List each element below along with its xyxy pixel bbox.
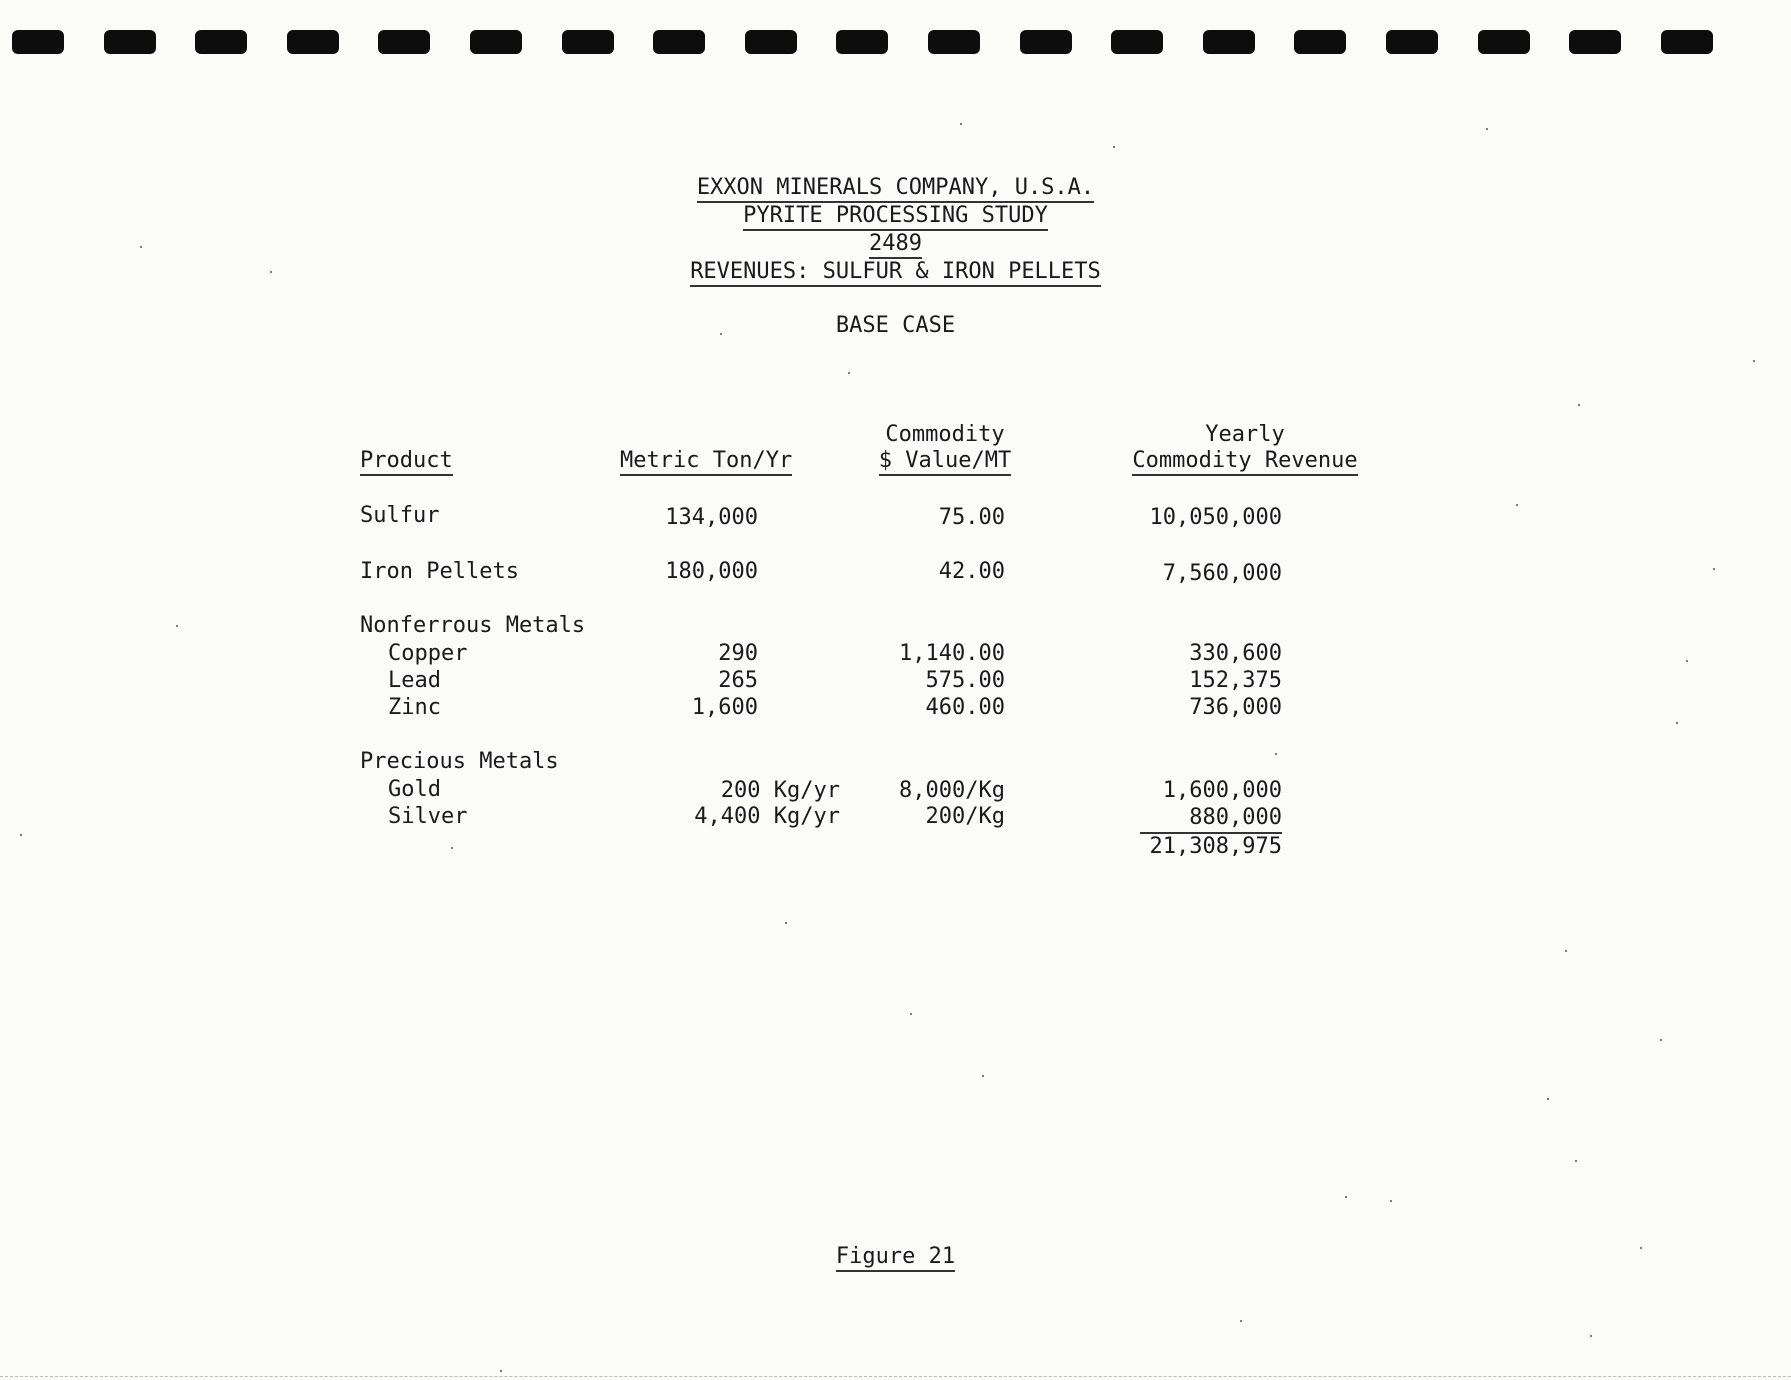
row-iron-value: 42.00 [938,559,1005,584]
row-iron-tons: 180,000 [665,559,758,584]
scan-speck [1753,360,1755,362]
scan-speck [1486,128,1488,130]
binder-hole [195,30,247,54]
scan-speck [1578,404,1580,406]
binder-hole [1478,30,1530,54]
scan-speck [910,1013,912,1015]
row-lead-value: 575.00 [925,668,1005,693]
binder-hole [287,30,339,54]
binder-hole [1203,30,1255,54]
scan-speck [140,246,142,248]
total-revenue: 21,308,975 [1149,834,1282,859]
scan-speck [1575,1160,1577,1162]
scan-speck [1240,1320,1242,1322]
case-label: BASE CASE [835,313,956,338]
row-lead-product: Lead [388,668,441,693]
scan-speck [720,333,722,335]
scan-speck [848,372,850,374]
binder-hole [1386,30,1438,54]
binder-hole [928,30,980,54]
row-copper-revenue: 330,600 [1189,641,1282,666]
row-silver-tons: 4,400 Kg/yr [694,804,840,829]
group-precious-label: Precious Metals [360,749,559,774]
row-copper-value: 1,140.00 [899,641,1005,666]
scan-speck [1590,1335,1592,1337]
scan-speck [1390,1200,1392,1202]
scan-speck [451,847,453,849]
scan-speck [1275,753,1277,755]
binder-hole [836,30,888,54]
binder-hole [104,30,156,54]
company-title: EXXON MINERALS COMPANY, U.S.A. [0,175,1791,203]
binder-hole [1569,30,1621,54]
report-subtitle: REVENUES: SULFUR & IRON PELLETS [0,259,1791,287]
col-header-tons: Metric Ton/Yr [620,448,792,474]
row-zinc-tons: 1,600 [691,695,758,720]
figure-label: Figure 21 [0,1244,1791,1269]
scan-speck [1640,1247,1642,1249]
row-silver-value: 200/Kg [925,804,1005,829]
row-zinc-value: 460.00 [925,695,1005,720]
scan-speck [1113,146,1115,148]
scan-speck [1547,1098,1549,1100]
binder-hole [653,30,705,54]
row-sulfur-value: 75.00 [938,505,1005,530]
row-lead-tons: 265 [718,668,758,693]
row-gold-value: 8,000/Kg [899,778,1005,803]
scan-speck [1676,722,1678,724]
binder-hole [378,30,430,54]
group-nonferrous-label: Nonferrous Metals [360,613,586,638]
row-copper-product: Copper [388,641,468,666]
scan-speck [1565,950,1567,952]
scan-speck [1713,568,1715,570]
scan-speck [982,1075,984,1077]
binder-hole [745,30,797,54]
scan-speck [785,922,787,924]
col-header-value-line2: $ Value/MT [860,448,1030,474]
binder-hole [1661,30,1713,54]
binder-hole [562,30,614,54]
scan-speck [270,271,272,273]
study-title: PYRITE PROCESSING STUDY [0,203,1791,231]
scan-speck [500,1370,502,1372]
scan-speck [1686,660,1688,662]
row-zinc-product: Zinc [388,695,441,720]
row-copper-tons: 290 [718,641,758,666]
col-header-revenue-line2: Commodity Revenue [1120,448,1370,474]
row-sulfur-tons: 134,000 [665,505,758,530]
row-gold-product: Gold [388,777,441,802]
row-gold-revenue: 1,600,000 [1162,778,1282,803]
col-header-revenue-line1: Yearly [1205,422,1285,447]
row-zinc-revenue: 736,000 [1189,695,1282,720]
scan-speck [960,123,962,125]
scan-speck [176,625,178,627]
row-silver-product: Silver [388,804,468,829]
study-number: 2489 [0,231,1791,259]
binder-hole [1020,30,1072,54]
binder-hole [1294,30,1346,54]
row-iron-product: Iron Pellets [360,559,519,584]
row-iron-revenue: 7,560,000 [1162,561,1282,586]
scan-speck [1516,504,1518,506]
col-header-product: Product [360,448,453,474]
binder-hole [470,30,522,54]
row-sulfur-revenue: 10,050,000 [1149,505,1282,530]
page-edge [0,1376,1791,1377]
binder-hole [1111,30,1163,54]
row-gold-tons: 200 Kg/yr [720,778,840,803]
row-sulfur-product: Sulfur [360,503,440,528]
col-header-value-line1: Commodity [885,422,1005,447]
scan-speck [20,834,22,836]
binder-hole [12,30,64,54]
binder-holes [0,0,1791,80]
row-lead-revenue: 152,375 [1189,668,1282,693]
row-silver-revenue: 880,000 [1189,805,1282,830]
scan-speck [1345,1196,1347,1198]
scan-speck [1660,1039,1662,1041]
